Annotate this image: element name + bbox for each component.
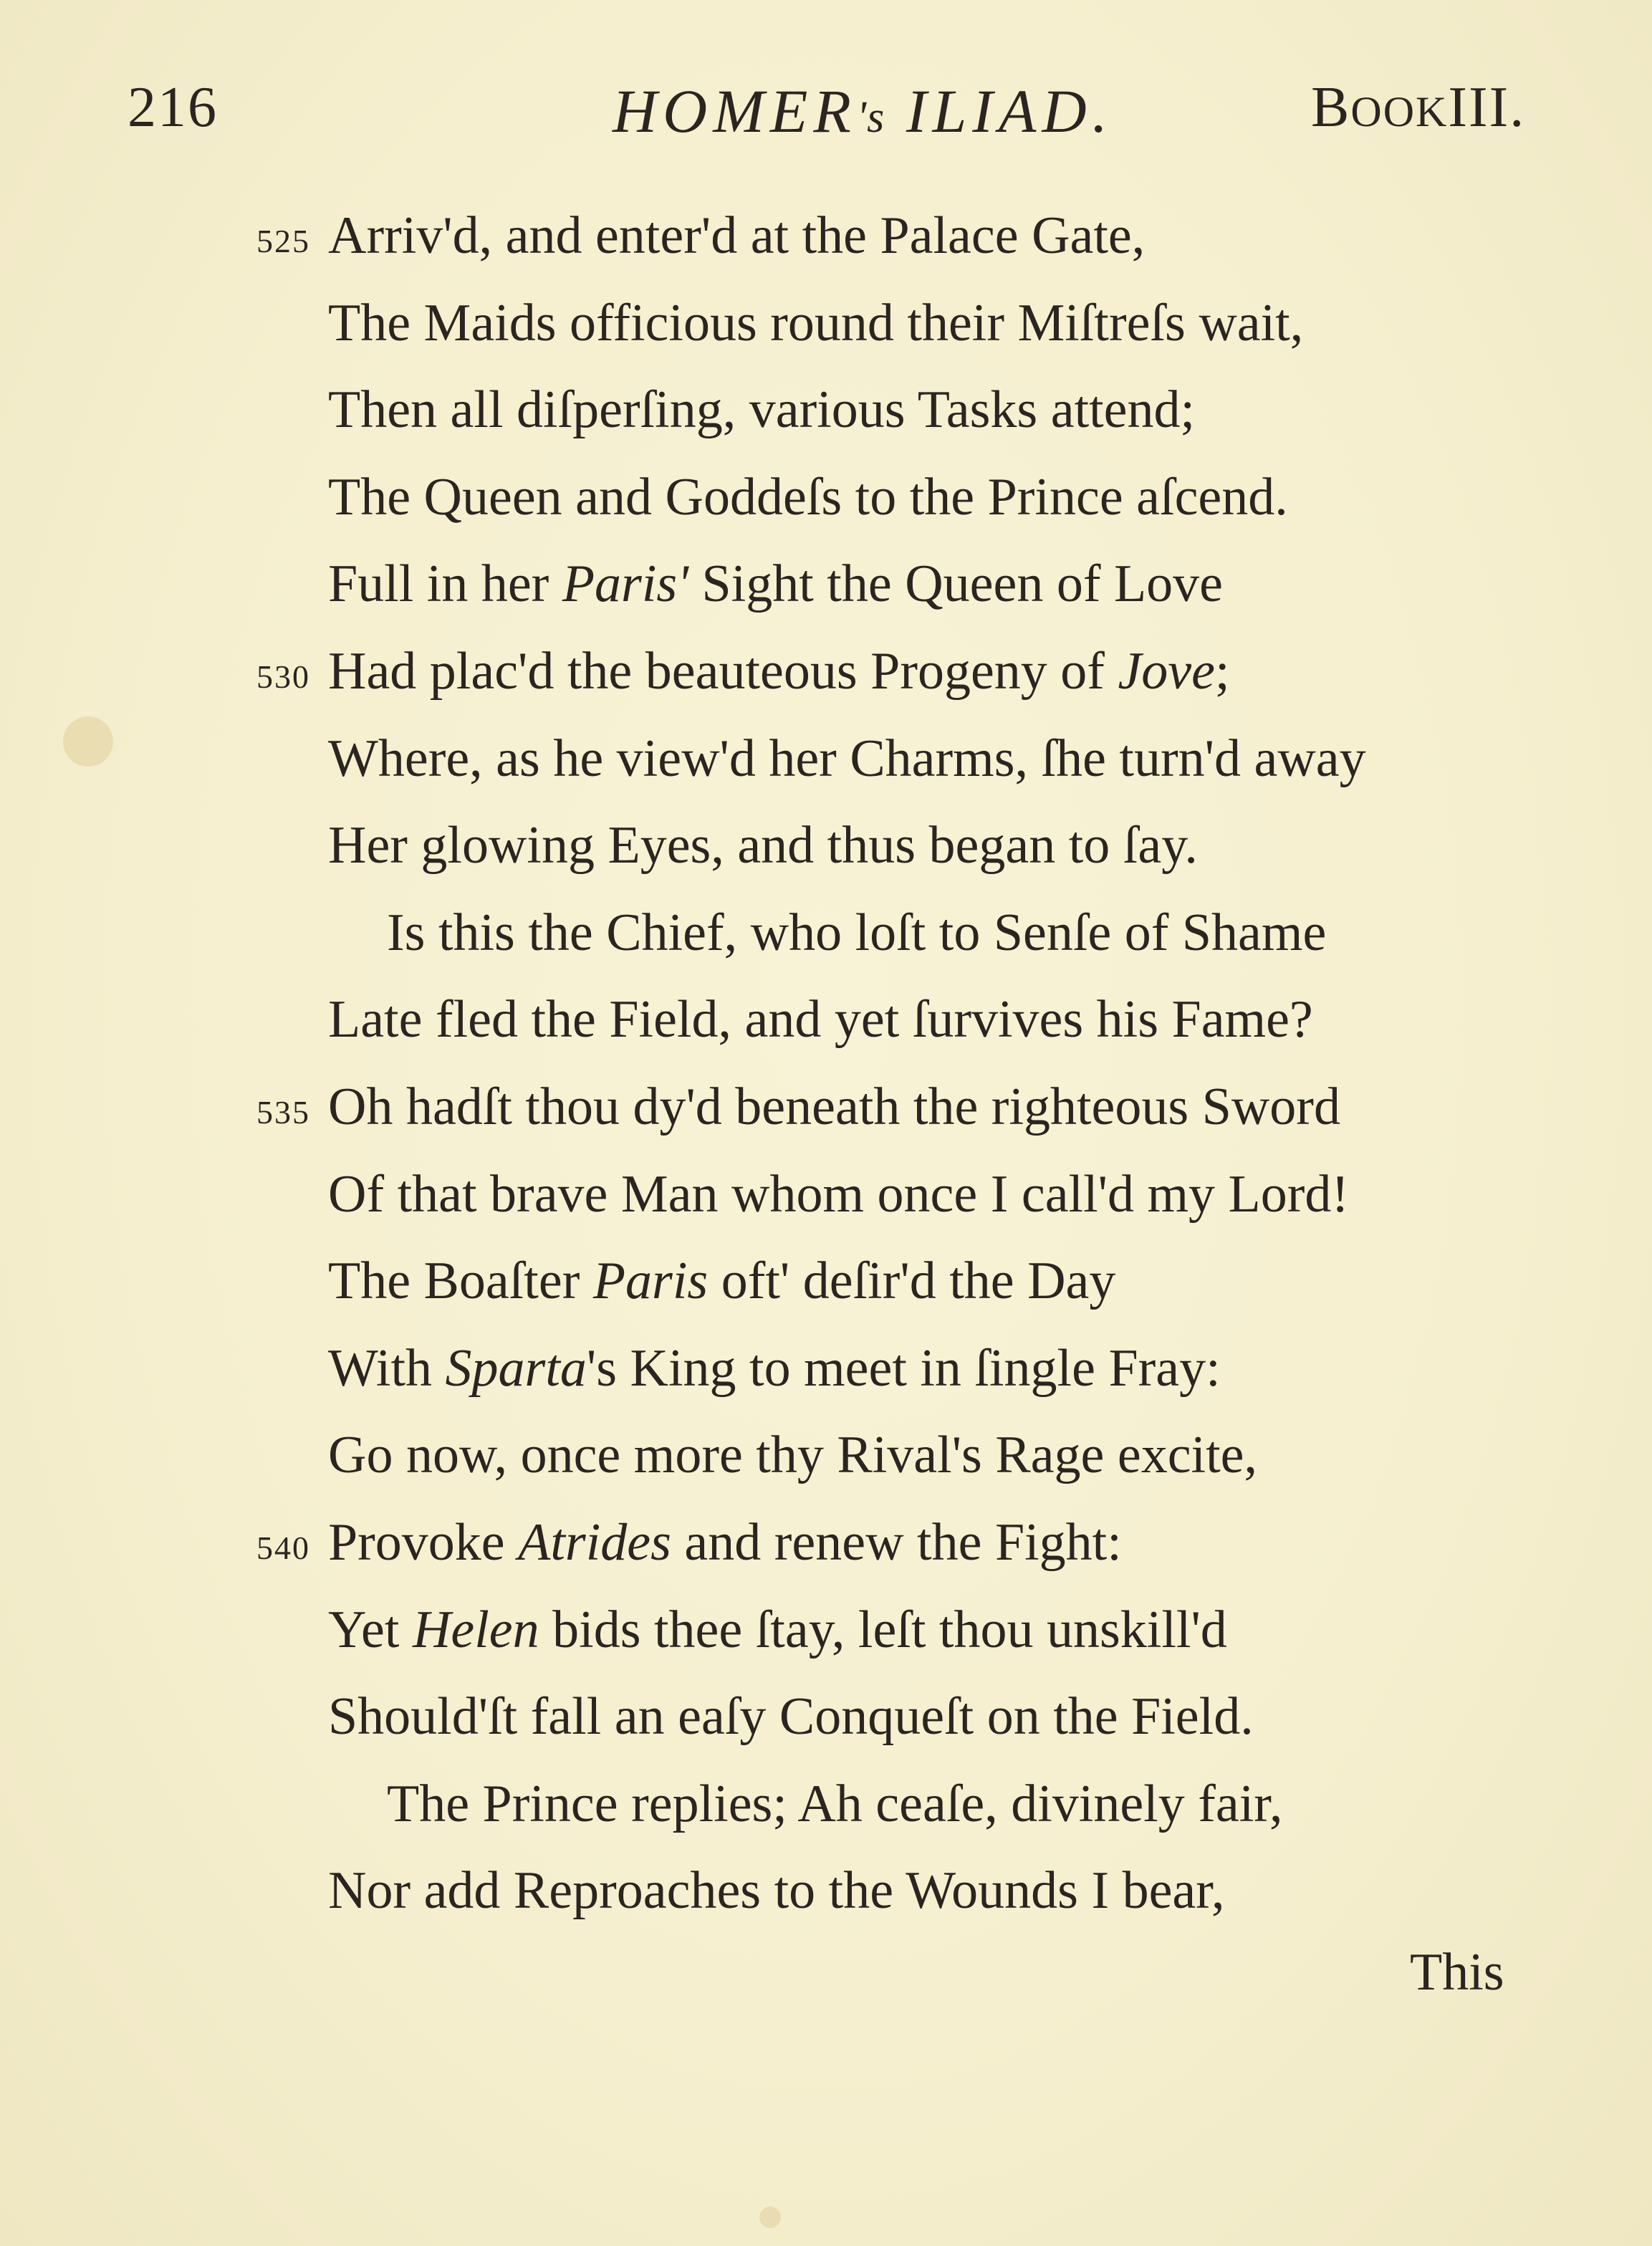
running-header (0, 68, 1652, 147)
title-possessive: 's (856, 93, 885, 142)
italic-name: Sparta (445, 1338, 587, 1398)
verse-text (328, 802, 1198, 889)
verse-text (328, 540, 1223, 628)
verse-fragment: Oh hadſt thou dy'd beneath the righteous Sword (328, 1078, 1340, 1136)
verse-line (0, 1325, 1652, 1412)
book-small-caps: OOK (1350, 88, 1449, 135)
verse-fragment: Is this the Chief, who loſt to Senſe of Shame (387, 903, 1327, 962)
verse-text (328, 628, 1230, 715)
verse-line (0, 802, 1652, 889)
line-number: 525 (256, 223, 310, 259)
verse-line (0, 1411, 1652, 1499)
verse-line (0, 1847, 1652, 1934)
verse-fragment: Then all diſperſing, various Tasks attend; (328, 380, 1196, 440)
italic-name: Jove (1118, 642, 1215, 701)
verse-fragment: 's King to meet in ſingle Fray: (586, 1338, 1221, 1398)
verse-fragment: Full in her (328, 555, 562, 614)
verse-fragment: Her glowing Eyes, and thus began to ſay. (328, 816, 1198, 875)
verse-fragment: Yet (328, 1600, 413, 1659)
verse-text (328, 1325, 1221, 1412)
line-number: 530 (256, 658, 310, 695)
verse-line (0, 889, 1652, 976)
verse-line (0, 453, 1652, 541)
verse-fragment: Of that brave Man whom once I call'd my Lord! (328, 1164, 1350, 1224)
italic-name: Atrides (518, 1513, 671, 1572)
verse-fragment: The Boaſter (328, 1252, 593, 1311)
verse-text (328, 1673, 1254, 1760)
verse-fragment: bids thee ſtay, leſt thou unskill'd (539, 1600, 1227, 1659)
verse-line (0, 1760, 1652, 1848)
verse-text (328, 1411, 1257, 1499)
book-label (1311, 75, 1525, 140)
verse-line (0, 192, 1652, 279)
verse-fragment: Go now, once more thy Rival's Rage excite, (328, 1426, 1258, 1485)
verse-text (328, 192, 1145, 279)
verse-text (387, 889, 1326, 976)
verse-line (0, 1063, 1652, 1151)
verse-fragment: Late fled the Field, and yet ſurvives his Fame? (328, 990, 1313, 1050)
verse-fragment: Arriv'd, and enter'd at the Palace Gate, (328, 206, 1146, 265)
line-number: 540 (256, 1530, 310, 1566)
book-numeral: III. (1448, 76, 1526, 139)
title-main: HOMER (613, 77, 857, 145)
verse-fragment: Nor add Reproaches to the Wounds I bear, (328, 1861, 1225, 1921)
verse-line (0, 540, 1652, 628)
verse-text (387, 1760, 1282, 1848)
catchword: This (1410, 1943, 1504, 2002)
verse-text (328, 976, 1313, 1063)
verse-line (0, 366, 1652, 453)
verse-fragment: oft' deſir'd the Day (708, 1252, 1116, 1311)
verse-fragment: Had plac'd the beauteous Progeny of (328, 642, 1118, 701)
verse-fragment: Provoke (328, 1513, 519, 1572)
book-prefix: B (1311, 76, 1351, 139)
verse-line (0, 1151, 1652, 1238)
verse-text (328, 1586, 1227, 1674)
line-number: 535 (256, 1094, 310, 1131)
verse-line (0, 628, 1652, 715)
verse-fragment: ; (1215, 642, 1230, 701)
verse-fragment: The Queen and Goddeſs to the Prince aſcend. (328, 467, 1288, 527)
italic-name: Helen (412, 1600, 539, 1659)
verse-fragment: The Maids officious round their Miſtreſs wait, (328, 293, 1304, 352)
verse-fragment: With (328, 1338, 446, 1398)
verse-fragment: Should'ſt fall an eaſy Conqueſt on the Field. (328, 1687, 1254, 1747)
verse-text (328, 1151, 1349, 1238)
verse-text (328, 1499, 1122, 1586)
verse-text (328, 1063, 1340, 1151)
verse-line (0, 1499, 1652, 1586)
verse-text (328, 279, 1303, 367)
italic-name: Paris (592, 1252, 709, 1311)
verse-fragment: Where, as he view'd her Charms, ſhe turn'd away (328, 729, 1366, 788)
verse-line (0, 279, 1652, 367)
verse-text (328, 715, 1366, 802)
verse-line (0, 1237, 1652, 1325)
page-number: 216 (128, 76, 218, 139)
verse-text (328, 1237, 1115, 1325)
verse-line (0, 715, 1652, 802)
verse-line (0, 1586, 1652, 1674)
paper-stain (759, 2207, 781, 2228)
verse-fragment: The Prince replies; Ah ceaſe, divinely fair, (387, 1774, 1283, 1833)
title-rest: ILIAD. (885, 77, 1114, 145)
verse-fragment: Sight the Queen of Love (688, 555, 1224, 614)
verse-line (0, 976, 1652, 1063)
verse-line (0, 1673, 1652, 1760)
verse-text (328, 453, 1288, 541)
running-title (613, 75, 1113, 147)
italic-name: Paris' (562, 555, 689, 614)
verse-fragment: and renew the Fight: (671, 1513, 1122, 1572)
verse-text (328, 1847, 1224, 1934)
verse-text (328, 366, 1195, 453)
